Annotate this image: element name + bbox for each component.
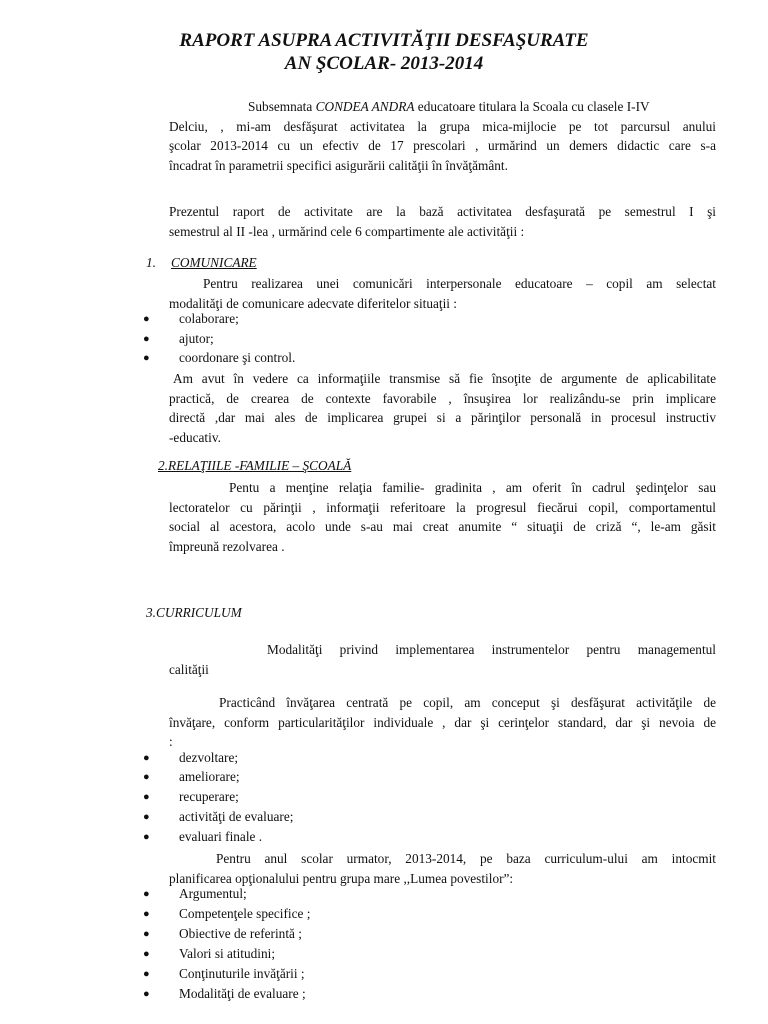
section1-line-2: modalităţi de comunicare adecvate diferitelor situaţii : <box>169 295 457 311</box>
section1-para-line-3: directă ,dar mai ales de implicarea grupei si a părinţilor personală in procesul instructiv <box>169 410 716 425</box>
section2-line-3: social al acestora, acolo unde s-au mai creat anumite “ situaţii de criză “, le-am găsit <box>169 519 716 534</box>
section2-line-4: împreună rezolvarea . <box>169 538 285 554</box>
report-basis-paragraph <box>169 202 716 241</box>
bullet-icon: ● <box>143 811 150 823</box>
intro-line-3: şcolar 2013-2014 cu un efectiv de 17 prescolari , urmărind un demers didactic care s-a <box>169 138 716 153</box>
section3-para-line-3: : <box>169 734 173 748</box>
plan-bullet-6: Modalităţi de evaluare ; <box>179 986 306 1001</box>
section3-plan-line-1: Pentru anul scolar urmator, 2013-2014, pe baza curriculum-ului am intocmit <box>216 851 716 866</box>
plan-bullet-1: Argumentul; <box>179 886 247 901</box>
section1-para-line-2: practică, de crearea de contexte favorabile , însuşirea lor realizându-se prin implicare <box>169 390 716 406</box>
section1-para-line-1: Am avut în vedere ca informaţiile transmise să fie însoţite de argumente de aplicabilitate <box>173 371 716 386</box>
bullet-icon: ● <box>143 908 150 920</box>
section2-line-1: Pentu a menţine relaţia familie- gradinita , am oferit în cadrul şedinţelor sau <box>229 480 716 495</box>
bullet-icon: ● <box>143 928 150 940</box>
section2-line-2: lectoratelor cu părinţii , informaţii referitoare la progresul fiecărui copil, comportamentul <box>169 499 716 515</box>
section1-intro <box>169 274 716 313</box>
section1-bullet-2: ajutor; <box>179 331 214 346</box>
bullet-icon: ● <box>143 988 150 1000</box>
section1-bullet-3: coordonare şi control. <box>179 350 296 365</box>
section3-bullet-4: activităţi de evaluare; <box>179 809 294 824</box>
section3-sub-line-1: Modalităţi privind implementarea instrumentelor pentru managementul <box>267 642 716 657</box>
section3-plan-line-2: planificarea opţionalului pentru grupa mare ,,Lumea povestilor”: <box>169 870 514 886</box>
bullet-icon: ● <box>143 352 150 364</box>
report-basis-line-1: Prezentul raport de activitate are la bază activitatea desfaşurată pe semestrul I şi <box>169 204 716 219</box>
section3-paragraph <box>169 693 716 748</box>
section3-subheading <box>169 640 716 679</box>
bullet-icon: ● <box>143 791 150 803</box>
author-name: CONDEA ANDRA <box>315 99 415 114</box>
section3-bullet-3: recuperare; <box>179 789 239 804</box>
intro-line-2: Delciu, , mi-am desfăşurat activitatea la grupa mica-mijlocie pe tot parcursul anului <box>169 118 716 134</box>
section1-paragraph <box>169 369 716 447</box>
bullet-icon: ● <box>143 948 150 960</box>
section3-plan-paragraph <box>169 849 716 888</box>
bullet-icon: ● <box>143 968 150 980</box>
bullet-icon: ● <box>143 313 150 325</box>
bullet-icon: ● <box>143 771 150 783</box>
report-basis-line-2: semestrul al II -lea , urmărind cele 6 compartimente ale activităţii : <box>169 223 525 239</box>
section3-sub-line-2: calităţii <box>169 661 209 677</box>
plan-bullet-4: Valori si atitudini; <box>179 946 276 961</box>
intro-line-1: Subsemnata CONDEA ANDRA educatoare titulara la Scoala cu clasele I-IV <box>248 99 650 114</box>
section2-heading: 2.RELAŢIILE -FAMILIE – ŞCOALĂ <box>158 458 352 473</box>
document-title-line1: RAPORT ASUPRA ACTIVITĂŢII DESFAŞURATE <box>179 30 589 51</box>
section1-para-line-4: -educativ. <box>169 429 221 445</box>
section1-bullet-1: colaborare; <box>179 311 239 326</box>
intro-paragraph <box>169 97 716 175</box>
bullet-icon: ● <box>143 888 150 900</box>
section3-bullet-2: ameliorare; <box>179 769 240 784</box>
plan-bullet-2: Competenţele specifice ; <box>179 906 311 921</box>
section3-bullet-5: evaluari finale . <box>179 829 263 844</box>
section1-line-1: Pentru realizarea unei comunicări interpersonale educatoare – copil am selectat <box>203 276 716 291</box>
section3-bullet-1: dezvoltare; <box>179 750 239 765</box>
section1-heading: COMUNICARE <box>171 255 257 270</box>
section3-heading: 3.CURRICULUM <box>146 605 242 620</box>
bullet-icon: ● <box>143 333 150 345</box>
plan-bullet-3: Obiective de referintă ; <box>179 926 302 941</box>
section2-paragraph <box>169 478 716 556</box>
bullet-icon: ● <box>143 831 150 843</box>
plan-bullet-5: Conţinuturile invăţării ; <box>179 966 305 981</box>
bullet-icon: ● <box>143 752 150 764</box>
document-title-line2: AN ŞCOLAR- 2013-2014 <box>284 53 484 74</box>
section3-para-line-2: învăţare, conform particularităţilor individuale , dar şi cerinţelor standard, dar şi nevoia de <box>169 714 716 730</box>
section3-para-line-1: Practicând învăţarea centrată pe copil, am conceput şi desfăşurat activităţile de <box>219 695 716 710</box>
intro-line-4: încadrat în parametrii specifici asigurării calităţii în învăţământ. <box>169 157 508 173</box>
section1-number: 1. <box>146 255 156 270</box>
